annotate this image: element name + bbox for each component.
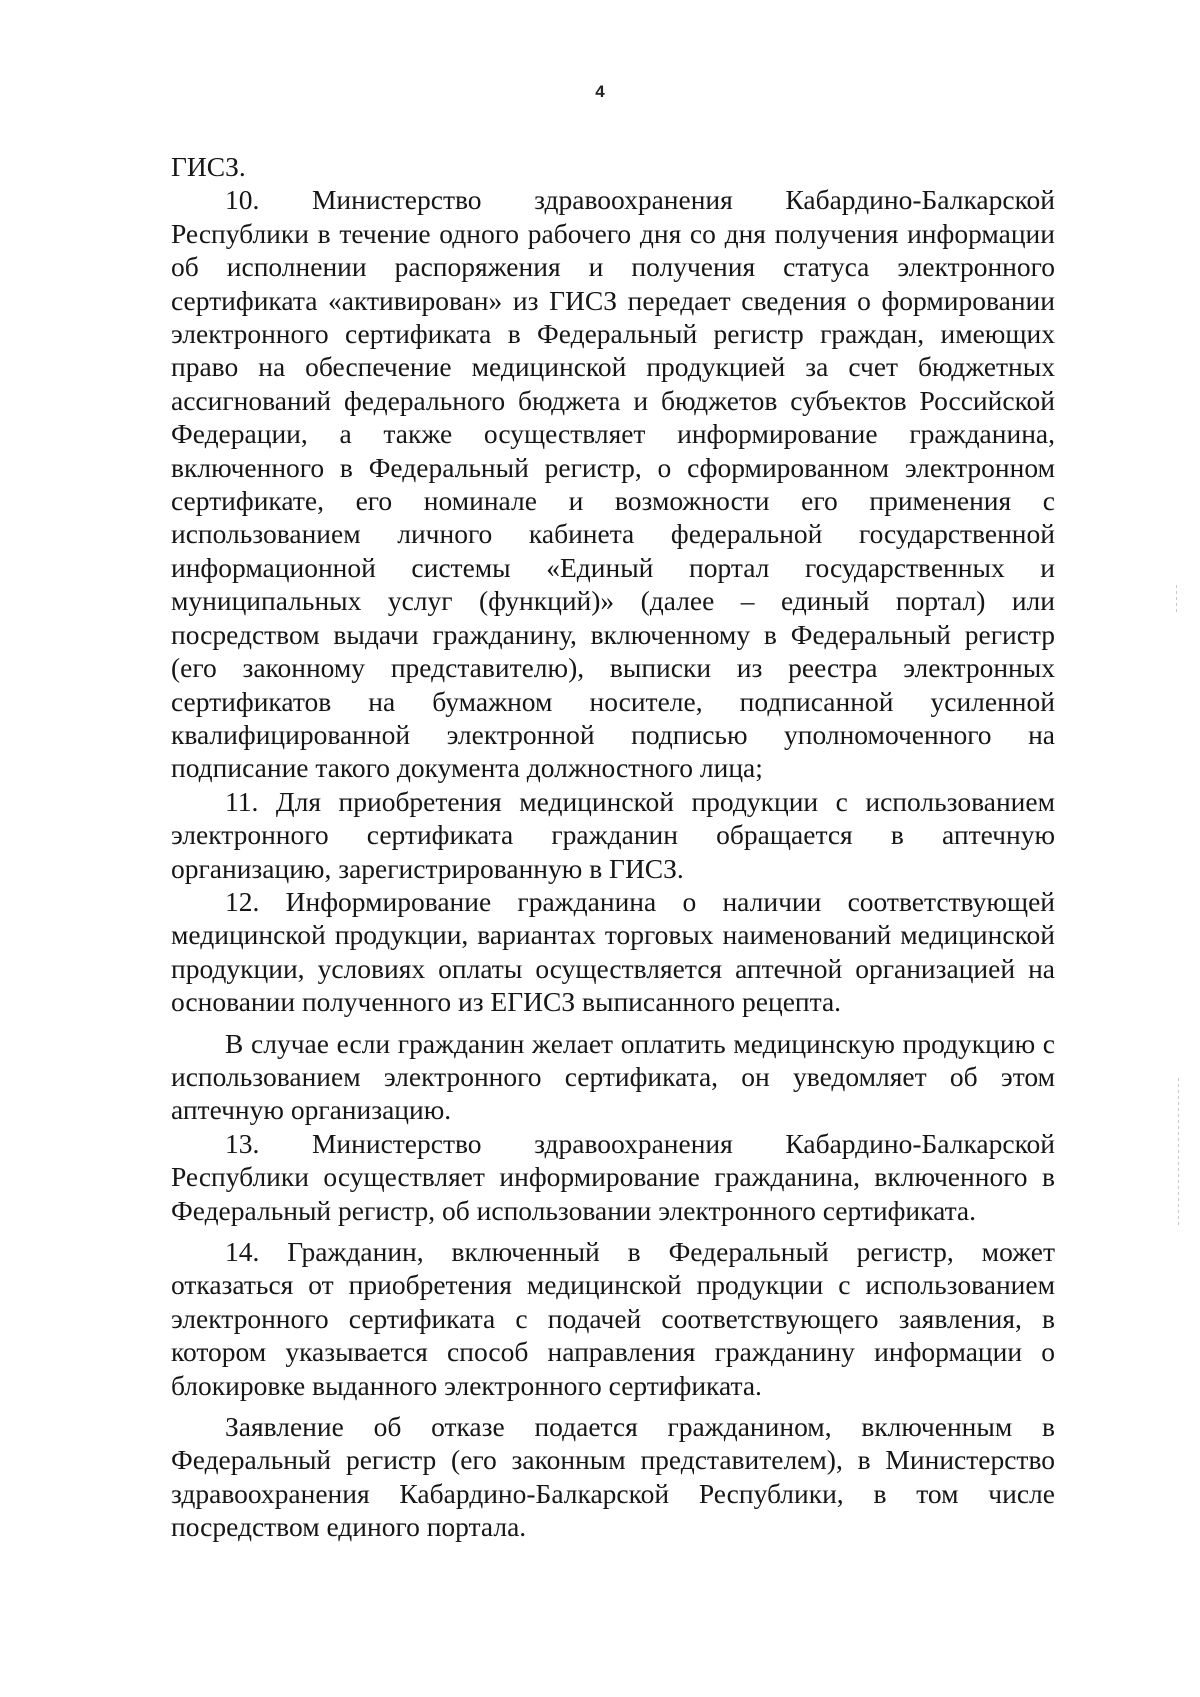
- paragraph-item-10: 10. Министерство здравоохранения Кабардино-Балкарской Республики в течение одного рабочего дня со дня получения информации об исполнении распоряжения и получения статуса электронного сертификата «активирован» из ГИСЗ передает сведения о формировании электронного сертификата в Федеральный регистр граждан, имеющих право на обеспечение медицинской продукцией за счет бюджетных ассигнований федерального бюджета и бюджетов субъектов Российской Федерации, а также осуществляет информирование гражданина, включенного в Федеральный регистр, о сформированном электронном сертификате, его номинале и возможности его применения с использованием личного кабинета федеральной государственной информационной системы «Единый портал государственных и муниципальных услуг (функций)» (далее – единый портал) или посредством выдачи гражданину, включенному в Федеральный регистр (его законному представителю), выписки из реестра электронных сертификатов на бумажном носителе, подписанной усиленной квалифицированной электронной подписью уполномоченного на подписание такого документа должностного лица;: [171, 184, 1055, 784]
- paragraph-refusal-statement: Заявление об отказе подается гражданином, включенным в Федеральный регистр (его законным представителем), в Министерство здравоохранения Кабардино-Балкарской Республики, в том числе посредством единого портала.: [171, 1411, 1055, 1543]
- paragraph-item-13: 13. Министерство здравоохранения Кабардино-Балкарской Республики осуществляет информирование гражданина, включенного в Федеральный регистр, об использовании электронного сертификата.: [171, 1127, 1055, 1226]
- paragraph-payment-notice: В случае если гражданин желает оплатить медицинскую продукцию с использованием электронного сертификата, он уведомляет об этом аптечную организацию.: [171, 1027, 1055, 1126]
- page-number: 4: [595, 82, 605, 101]
- scan-margin-mark: [1178, 1078, 1179, 1228]
- paragraph-continuation: ГИСЗ.: [171, 151, 246, 182]
- scan-margin-mark: [1176, 585, 1177, 613]
- paragraph-item-12: 12. Информирование гражданина о наличии соответствующей медицинской продукции, вариантах торговых наименований медицинской продукции, условиях оплаты осуществляется аптечной организацией на основании полученного из ЕГИСЗ выписанного рецепта.: [171, 885, 1055, 1018]
- paragraph-item-11: 11. Для приобретения медицинской продукции с использованием электронного сертификата гражданин обращается в аптечную организацию, зарегистрированную в ГИСЗ.: [171, 785, 1055, 884]
- paragraph-item-14: 14. Гражданин, включенный в Федеральный регистр, может отказаться от приобретения медицинской продукции с использованием электронного сертификата с подачей соответствующего заявления, в котором указывается способ направления гражданину информации о блокировке выданного электронного сертификата.: [171, 1236, 1055, 1401]
- document-body: [171, 150, 1055, 1544]
